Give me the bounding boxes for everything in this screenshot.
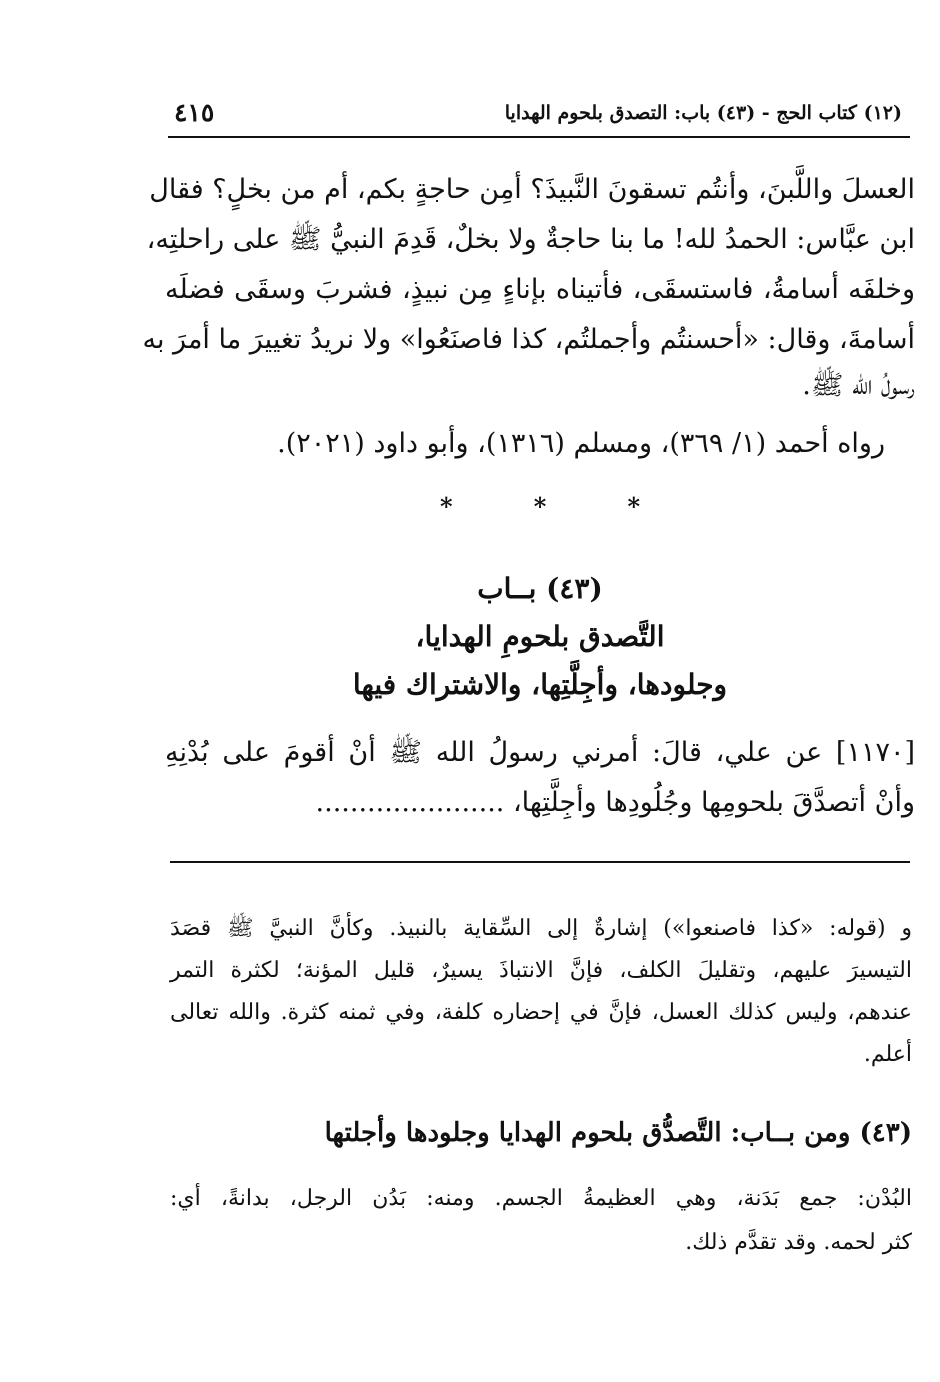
citation: رواه أحمد (١/ ٣٦٩)، ومسلم (١٣١٦)، وأبو داود (٢٠٢١). [277,428,885,459]
commentary-line-5: البُدْن: جمع بَدَنة، وهي العظيمةُ الجسم. ومنه: بَدُن الرجل، بدانةً، أي: [170,1186,912,1211]
separator-star: * [533,492,547,521]
page-number: ٤١٥ [174,98,215,127]
body-line-5: رسولُ الله ﷺ. [802,370,915,401]
commentary-line-6: كثر لحمه. وقد تقدَّم ذلك. [685,1230,912,1255]
hadith-line-1: [١١٧٠] عن علي، قالَ: أمرني رسولُ الله ﷺ أنْ أقومَ على بُدْنِهِ [165,737,915,768]
commentary-line-2: التيسيرَ عليهم، وتقليلَ الكلف، فإنَّ الانتباذَ يسيرٌ، قليل المؤنة؛ لكثرة التمر [170,958,912,983]
commentary-line-4: أعلم. [863,1042,912,1067]
commentary-line-1: و (قوله: «كذا فاصنعوا») إشارةٌ إلى السِّقاية بالنبيذ. وكأنَّ النبيَّ ﷺ قصَدَ [170,916,912,941]
hadith-line-2 [165,787,915,819]
body-line-2: ابن عبَّاس: الحمدُ لله! ما بنا حاجةٌ ولا بخلٌ، قَدِمَ النبيُّ ﷺ على راحلتِه، [146,224,915,255]
running-title: (١٢) كتاب الحج - (٤٣) باب: التصدق بلحوم الهدايا [504,102,902,124]
separator-star: * [627,492,640,521]
running-header [168,96,910,138]
hadith-line-2-text: وأنْ أتصدَّقَ بلحومِها وجُلُودِها وأجِلَّتِها، [512,787,915,818]
body-line-1: العسلَ واللَّبنَ، وأنتُم تسقونَ النَّبيذَ؟ أمِن حاجةٍ بكم، أم من بخلٍ؟ فقال [149,174,915,205]
footnote-divider [170,861,910,863]
commentary-heading: (٤٣) ومن بــاب: التَّصدُّق بلحوم الهدايا وجلودها وأجلتها [324,1118,912,1148]
body-line-4: أسامةَ، وقال: «أحسنتُم وأجملتُم، كذا فاصنَعُوا» ولا نريدُ تغييرَ ما أمرَ به [142,324,915,355]
chapter-title-line-2: وجلودها، وأجِلَّتِها، والاشتراك فيها [352,668,728,701]
commentary-line-3: عندهم، وليس كذلك العسل، فإنَّ في إحضاره كلفة، وفي ثمنه كثرة. والله تعالى [170,1000,912,1025]
chapter-number: (٤٣) بــاب [477,572,603,605]
hadith-continuation-dots: ...................... [315,787,505,818]
body-line-3: وخلفَه أسامةُ، فاستسقَى، فأتيناه بإناءٍ مِن نبيذٍ، فشربَ وسقَى فضلَه [165,274,915,305]
section-separator [440,492,640,522]
separator-star: * [440,492,453,521]
chapter-title-line-1: التَّصدق بلحومِ الهدايا، [415,620,665,653]
